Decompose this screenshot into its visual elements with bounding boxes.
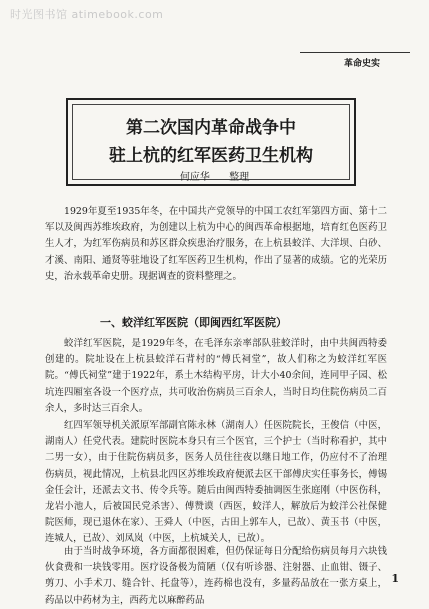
hospital-paragraph-3: 由于当时战争环境，各方面都很困难，但仍保证每日分配给伤病员每月六块钱伙食费和一块钱零用。医疗设备极为简陋（仅有听诊器、注射器、止血钳、镊子、剪刀、小手术刀、缝合针、托盘等），连药棉也没有，多量药品放在一张方桌上，药品以中药材为主，西药尤以麻醉药品 <box>45 546 387 606</box>
author-role: 整理 <box>229 172 250 183</box>
author-line <box>0 168 429 183</box>
author-name: 何应华 <box>179 172 210 183</box>
hospital-paragraph-2: 红四军领导机关派原军部副官陈永林（湖南人）任医院院长，王俊信（中医，湖南人）任党代表。建院时医院本身只有三个医官，三个护士（当时称看护，其中二男一女），由于住院伤病员多，医务人员住往夜以继日地工作，仍应付不了治理伤病员，视此情况，上杭县北四区苏维埃政府便派去区干部傅庆实任事务长，傅锡金任会计，还派去文书、传令兵等。随后由闽西特委抽调医生张庭刚（中医伤科，龙岩小池人，后被国民党杀害）、傅赞谟（西医，蛟洋人，解放后为蛟洋公社保健院医师，现已退休在家）、王舜人（中医，古田上郭车人，已故）、黄玉书（中医，连城人，已故）、刘凤岚（中医，上杭城关人，已故）。 <box>45 420 387 545</box>
section-tag: 革命史实 <box>344 59 381 69</box>
hospital-paragraph-1: 蛟洋红军医院，是1929年冬，在毛泽东亲率部队驻蛟洋时，由中共闽西特委创建的。院址设在上杭县蛟洋石背村的“傅氏祠堂”，故人们称之为蛟洋红军医院。“傅氏祠堂”建于1922年，系土木结构平房，计大小40余间，连同甲子园、松坑连四厢室各设一个医疗点，共可收治伤病员三百余人，当时日均住院伤病员二百余人，多时达三百余人。 <box>45 338 387 414</box>
watermark-text: 时光图书馆 atimebook.com <box>10 8 164 21</box>
section-heading: 一、蛟洋红军医院（即闽西红军医院） <box>100 316 287 329</box>
title-line-1: 第二次国内革命战争中 <box>126 118 296 138</box>
intro-paragraph: 1929年夏至1935年冬，在中国共产党领导的中国工农红军第四方面、第十二军以及闽西苏维埃政府，为创建以上杭为中心的闽西革命根据地，培育红色医药卫生人才，为红军伤病员和苏区群众疾患治疗服务，在上杭县蛟洋、大洋坝、白砂、才溪、南阳、通贤等驻地设了红军医药卫生机构，作出了显著的成绩。它的光荣历史，治永载革命史册。现据调查的资料整理之。 <box>45 206 387 282</box>
title-line-2: 驻上杭的红军医药卫生机构 <box>109 146 313 166</box>
header-rule <box>300 52 410 53</box>
page-number: 1 <box>391 572 399 585</box>
